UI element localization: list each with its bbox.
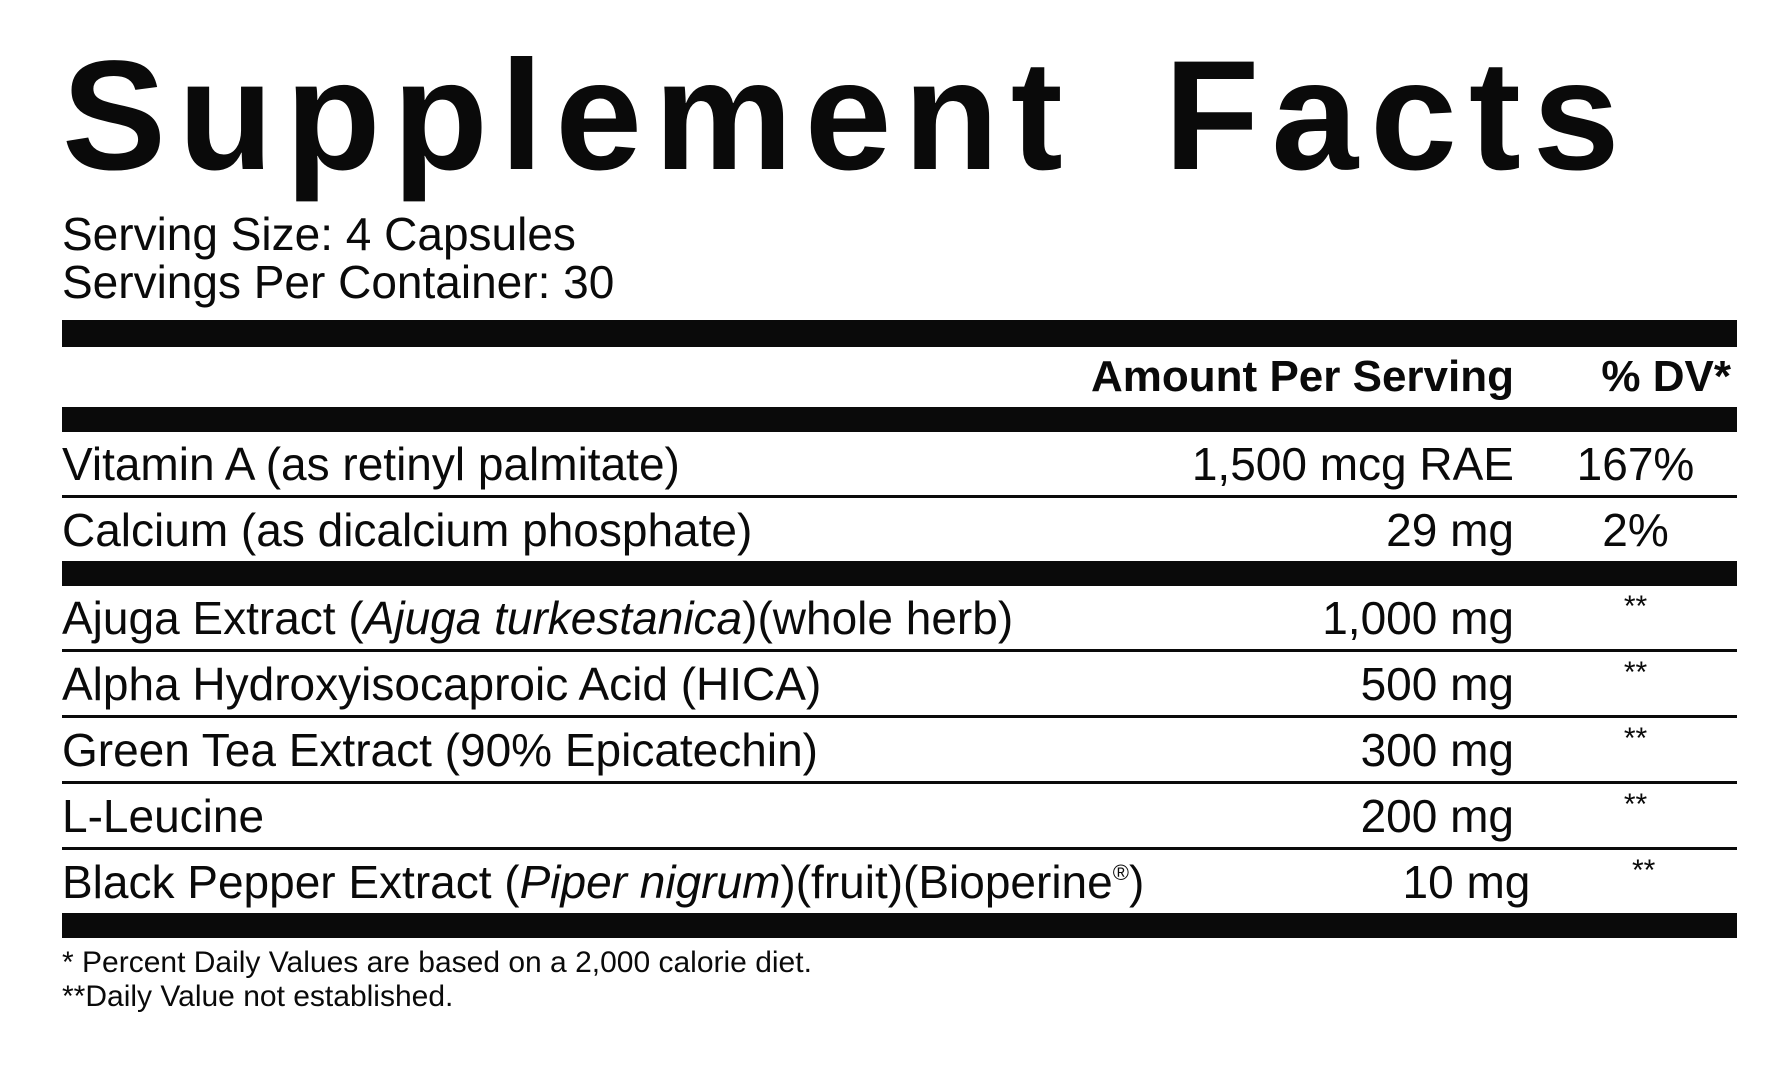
- header-divider-bar: [62, 407, 1737, 432]
- servings-per-container: Servings Per Container: 30: [62, 256, 615, 308]
- ingredient-dv: **: [1623, 722, 1648, 755]
- ingredient-name: Ajuga Extract (Ajuga turkestanica)(whole herb): [62, 591, 1014, 644]
- ingredient-name: Alpha Hydroxyisocaproic Acid (HICA): [62, 657, 822, 710]
- ingredient-amount: 300 mg: [1360, 723, 1514, 776]
- ingredient-dv: **: [1623, 656, 1648, 689]
- nutrient-dv: 167%: [1576, 437, 1695, 490]
- footnote-daily-values: * Percent Daily Values are based on a 2,000 calorie diet.: [62, 946, 812, 979]
- serving-size: Serving Size: 4 Capsules: [62, 208, 576, 260]
- nutrient-row: [62, 432, 1737, 495]
- ingredient-dv: **: [1623, 788, 1648, 821]
- footnote-not-established: **Daily Value not established.: [62, 980, 454, 1013]
- nutrient-amount: 1,500 mcg RAE: [1191, 437, 1514, 490]
- ingredient-row: [62, 652, 1737, 715]
- ingredient-dv: **: [1623, 590, 1648, 623]
- ingredient-amount: 10 mg: [1402, 855, 1531, 908]
- amount-per-serving-header: Amount Per Serving: [1091, 352, 1514, 401]
- ingredient-row: [62, 850, 1737, 913]
- ingredient-row: [62, 784, 1737, 847]
- ingredient-name: Green Tea Extract (90% Epicatechin): [62, 723, 818, 776]
- ingredient-row: [62, 718, 1737, 781]
- nutrient-amount: 29 mg: [1386, 503, 1514, 556]
- section-divider-bar: [62, 561, 1737, 586]
- ingredient-name: L-Leucine: [62, 789, 265, 842]
- nutrient-row: [62, 498, 1737, 561]
- ingredient-amount: 500 mg: [1360, 657, 1514, 710]
- nutrient-dv: 2%: [1602, 503, 1669, 556]
- daily-value-header: % DV*: [1601, 352, 1731, 401]
- supplement-facts-label: [62, 0, 1737, 1014]
- ingredient-amount: 200 mg: [1360, 789, 1514, 842]
- nutrient-name: Calcium (as dicalcium phosphate): [62, 503, 753, 556]
- top-thick-bar: [62, 320, 1737, 347]
- column-header-row: [62, 347, 1737, 407]
- footnotes: [62, 946, 1737, 1014]
- bottom-thick-bar: [62, 913, 1737, 938]
- ingredient-amount: 1,000 mg: [1322, 591, 1514, 644]
- ingredient-name: Black Pepper Extract (Piper nigrum)(fruit)(Bioperine®): [62, 855, 1145, 908]
- ingredient-row: [62, 586, 1737, 649]
- ingredient-dv: **: [1632, 854, 1656, 887]
- nutrient-name: Vitamin A (as retinyl palmitate): [62, 437, 680, 490]
- serving-info: [62, 210, 1737, 306]
- label-title: Supplement Facts: [62, 29, 1632, 203]
